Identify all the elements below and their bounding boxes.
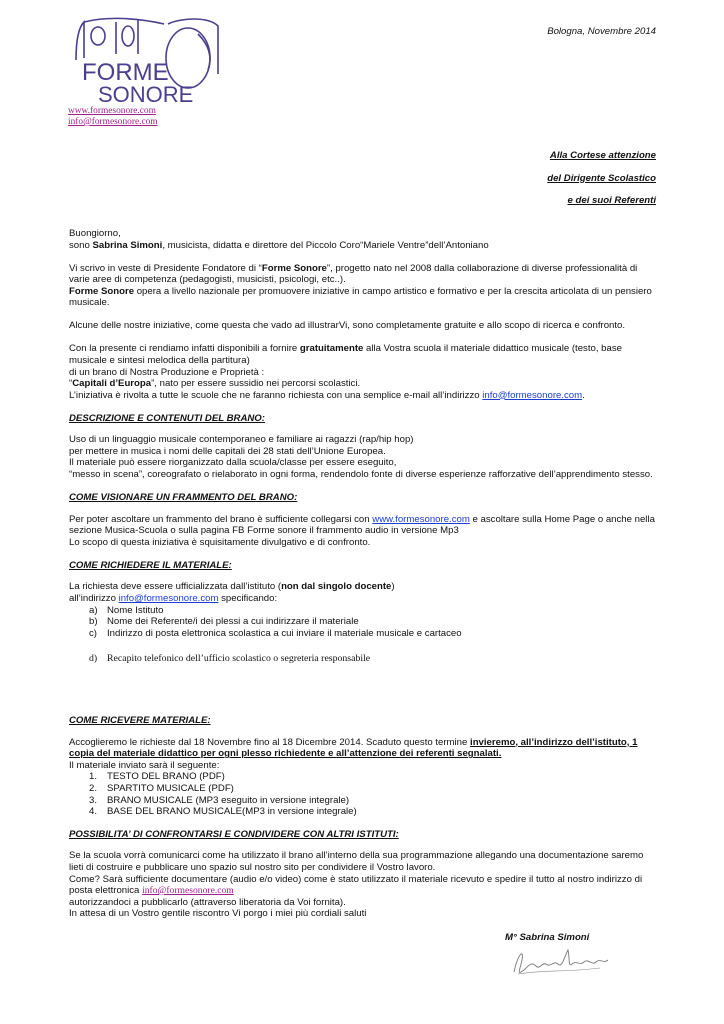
greeting: Buongiorno,	[69, 228, 121, 239]
text: ”, nato per essere sussidio nei percorsi scolastici.	[151, 378, 361, 390]
letter-date: Bologna, Novembre 2014	[547, 26, 656, 37]
bold-text: gratuitamente	[299, 343, 364, 355]
section-heading-description: DESCRIZIONE E CONTENUTI DEL BRANO:	[69, 412, 265, 424]
presentation-paragraph	[69, 263, 659, 309]
org-name: Forme Sonore	[69, 285, 135, 297]
text: Il materiale inviato sarà il seguente:	[69, 759, 220, 771]
list-text: TESTO DEL BRANO (PDF)	[107, 771, 225, 783]
text: alla Vostra scuola il materiale didattico musicale (testo, base musicale e sintesi melodica della partitura)	[69, 343, 622, 366]
addressee-line: Alla Cortese attenzione	[549, 150, 656, 161]
text: )	[391, 581, 395, 593]
addressee-block	[547, 150, 656, 218]
logo-text-forme: FORME	[82, 59, 169, 86]
list-marker: 4.	[89, 806, 98, 818]
section-heading-receive: COME RICEVERE MATERIALE:	[69, 714, 211, 726]
text: opera a livello nazionale per promuovere iniziative in campo artistico e formativo e per la crescita articolata di un pensiero musicale.	[69, 285, 652, 309]
text: Vi scrivo in veste di Presidente Fondatore di “	[69, 262, 262, 274]
text: “messo in scena”, coreografato o rielaborato in ogni forma, rendendolo fonte di diverse esperienze rafforzative dell’apprendimento stesso.	[69, 469, 653, 481]
text: Uso di un linguaggio musicale contemporaneo e familiare ai ragazzi (rap/hip hop)	[69, 434, 414, 446]
list-text: Nome dei Referente/i dei plessi a cui indirizzare il materiale	[107, 616, 359, 628]
text: , musicista, didatta e direttore del Piccolo Coro“Mariele Ventre”dell’Antoniano	[162, 239, 489, 251]
share-paragraph	[69, 850, 659, 920]
offer-paragraph	[69, 343, 659, 401]
intro-paragraph	[69, 228, 659, 251]
list-marker: a)	[89, 604, 98, 616]
addressee-line: del Dirigente Scolastico	[547, 172, 656, 184]
text: .	[582, 389, 585, 401]
list-item	[69, 795, 659, 807]
section-heading-share: POSSIBILITA’ DI CONFRONTARSI E CONDIVIDERE CON ALTRI ISTITUTI:	[69, 828, 399, 840]
text: sono	[69, 239, 93, 251]
handwritten-signature	[510, 944, 610, 980]
text: L’iniziativa è rivolta a tutte le scuole che ne faranno richiesta con una semplice e-mail all’indirizzo	[69, 389, 483, 401]
bold-text: non dal singolo docente	[281, 581, 392, 593]
list-item	[69, 653, 659, 665]
section-heading-preview: COME VISIONARE UN FRAMMENTO DEL BRANO:	[69, 492, 298, 504]
list-marker: c)	[89, 627, 97, 639]
signature-name: M° Sabrina Simoni	[505, 932, 590, 943]
list-item	[69, 806, 659, 818]
text: per mettere in musica i nomi delle capitali dei 28 stati dell’Unione Europea.	[69, 445, 386, 457]
text: Come? Sarà sufficiente documentare (audio e/o video) come è stato utilizzato il materiale ricevuto e spedire il tutto al nostro indirizzo di posta elettronica	[69, 873, 643, 897]
text: “	[69, 378, 73, 390]
request-list	[69, 605, 659, 640]
list-text: Recapito telefonico dell’ufficio scolastico o segreteria responsabile	[107, 653, 371, 665]
contact-links	[68, 106, 158, 128]
list-text: Indirizzo di posta elettronica scolastica a cui inviare il materiale musicale e cartaceo	[107, 627, 462, 639]
list-marker: 3.	[89, 794, 98, 806]
website-link[interactable]: www.formesonore.com	[68, 106, 156, 116]
list-marker: 2.	[89, 782, 98, 794]
text: Per poter ascoltare un frammento del brano è sufficiente collegarsi con	[69, 513, 373, 525]
text: di un brano di Nostra Produzione e Proprietà :	[69, 366, 265, 378]
text: La richiesta deve essere ufficializzata dall’istituto (	[69, 581, 282, 593]
list-marker: 1.	[89, 771, 98, 783]
text: Con la presente ci rendiamo infatti disponibili a fornire	[69, 343, 300, 355]
text: Se la scuola vorrà comunicarci come ha utilizzato il brano all’interno della sua programmazione allegando una documentazione saremo lieti di costruire e pubblicare uno spazio sul nostro sito per condividere il Vostro lavoro.	[69, 850, 644, 873]
list-text: SPARTITO MUSICALE (PDF)	[107, 782, 234, 794]
request-paragraph	[69, 581, 659, 665]
email-link[interactable]: info@formesonore.com	[482, 389, 583, 401]
list-text: BASE DEL BRANO MUSICALE(MP3 in versione integrale)	[107, 806, 357, 818]
website-link[interactable]: www.formesonore.com	[372, 513, 470, 525]
letter-body	[69, 228, 659, 931]
section-heading-request: COME RICHIEDERE IL MATERIALE:	[69, 559, 232, 571]
text: all’indirizzo	[69, 593, 119, 604]
list-marker: b)	[89, 616, 98, 628]
forme-sonore-logo	[68, 14, 228, 104]
logo-text-sonore: SONORE	[98, 82, 194, 104]
list-item	[69, 771, 659, 783]
preview-paragraph	[69, 514, 659, 549]
email-link[interactable]: info@formesonore.com	[118, 593, 219, 604]
org-name: Forme Sonore	[261, 262, 327, 274]
addressee-line: e dei suoi Referenti	[567, 195, 656, 206]
list-text: Nome Istituto	[107, 604, 164, 616]
list-item	[69, 783, 659, 795]
list-marker: d)	[89, 653, 98, 665]
text: Il materiale può essere riorganizzato dalla scuola/classe per essere eseguito,	[69, 457, 397, 469]
email-link[interactable]: info@formesonore.com	[142, 885, 234, 897]
material-list	[69, 771, 659, 817]
text: Accoglieremo le richieste dal 18 Novembre fino al 18 Dicembre 2014. Scaduto questo termine	[69, 736, 471, 748]
underlined-text: invieremo, all’indirizzo dell’istituto, 1 copia del materiale didattico per ogni plesso richiedente e	[69, 736, 638, 760]
list-text: BRANO MUSICALE (MP3 eseguito in versione integrale)	[107, 794, 350, 806]
text: specificando:	[218, 593, 278, 604]
author-name: Sabrina Simoni	[92, 239, 163, 251]
list-item	[69, 605, 659, 617]
text: Lo scopo di questa iniziativa è squisitamente divulgativo e di confronto.	[69, 536, 371, 548]
receive-paragraph	[69, 737, 659, 818]
description-paragraph	[69, 434, 659, 480]
initiatives-paragraph: Alcune delle nostre iniziative, come questa che vado ad illustrarVi, sono completamente gratuite e allo scopo di ricerca e confronto.	[69, 320, 626, 332]
text: In attesa di un Vostro gentile riscontro Vi porgo i miei più cordiali saluti	[69, 908, 367, 920]
email-link[interactable]: info@formesonore.com	[68, 117, 158, 127]
text: ”, progetto nato nel 2008 dalla collaborazione di diverse professionalità di varie aree di competenza (pedagogisti, musicisti, psicologi, etc..).	[69, 262, 638, 286]
text: e ascoltare sulla Home Page o anche nella sezione Musica-Scuola o sulla pagina FB Forme sonore il frammento audio in versione Mp3	[69, 513, 655, 537]
list-item	[69, 616, 659, 628]
list-item	[69, 628, 659, 640]
song-title: Capitali d’Europa	[72, 378, 152, 390]
text: autorizzandoci a pubblicarlo (attraverso liberatoria da Voi fornita).	[69, 896, 346, 908]
underlined-text: all’attenzione dei referenti segnalati.	[336, 748, 502, 760]
